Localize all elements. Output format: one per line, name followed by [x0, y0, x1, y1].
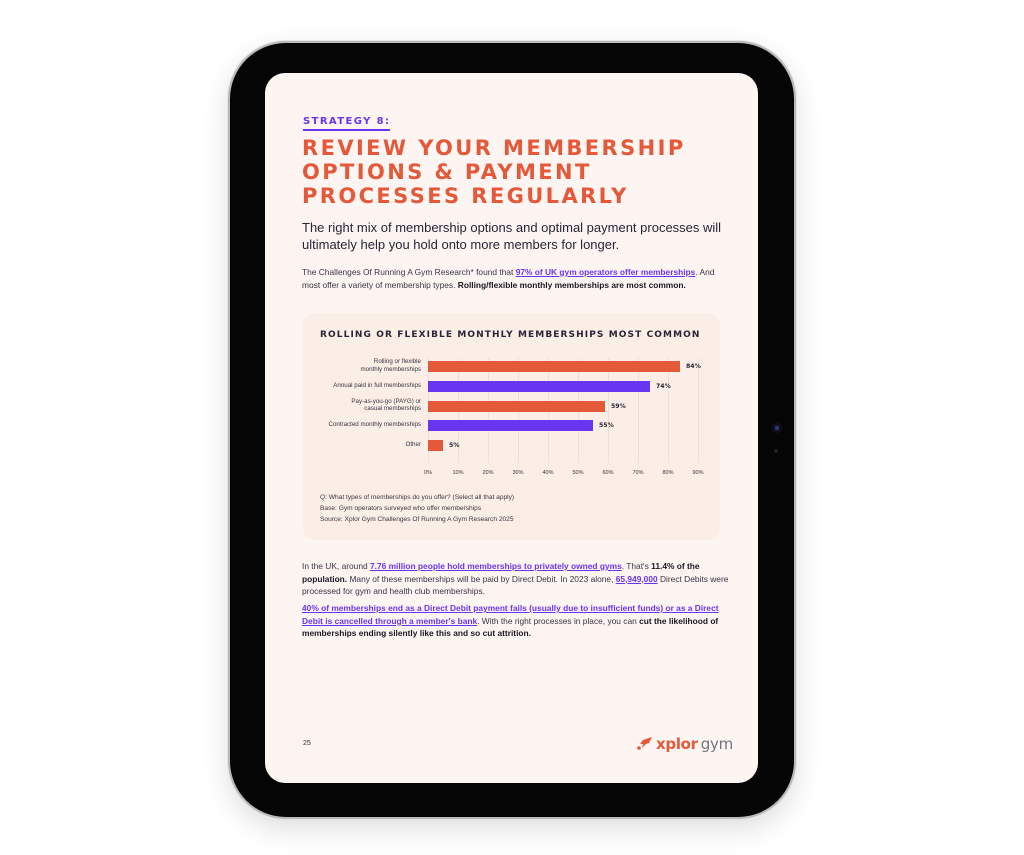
tablet-frame [230, 43, 794, 817]
chart-base: Base: Gym operators surveyed who offer memberships [320, 505, 482, 512]
sensor-dot [774, 449, 778, 453]
x-tick-label: 60% [602, 470, 614, 476]
chart-source: Source: Xplor Gym Challenges Of Running A Gym Research 2025 [320, 516, 514, 523]
x-tick-label: 70% [632, 470, 644, 476]
direct-debits-link[interactable]: 65,949,000 [615, 573, 658, 584]
direct-debit-fails-link[interactable]: 40% of memberships end as a Direct Debit payment fails (usually due to insufficient funds) or as a Direct Debit is cancelled through a member's bank [302, 603, 719, 626]
bar-row [303, 437, 723, 457]
x-tick-label: 80% [662, 470, 674, 476]
page-number: 25 [303, 740, 311, 747]
bar-value-label: 74% [656, 382, 671, 390]
document-page [265, 73, 758, 783]
bar-value-label: 5% [449, 442, 460, 450]
intro-paragraph [302, 266, 732, 291]
bold-text: 11.4% of the population. [302, 561, 700, 584]
bar [428, 420, 593, 431]
text: . And most offer a variety of membership types. [302, 267, 715, 290]
x-tick-label: 90% [692, 470, 704, 476]
bar-row [303, 398, 723, 418]
lead-paragraph: The right mix of membership options and optimal payment processes will ultimately help you hold onto more members for longer. [302, 220, 722, 252]
bold-text: cut the likelihood of memberships ending silently like this and so cut attrition. [302, 615, 719, 638]
research-link[interactable]: 97% of UK gym operators offer memberships [515, 267, 696, 277]
bar-category-label: Annual paid in full memberships [333, 381, 421, 389]
bold-text: Rolling/flexible monthly memberships are most common. [457, 279, 686, 290]
x-tick-label: 30% [512, 470, 524, 476]
logo-product: gym [700, 735, 733, 753]
uk-stats-paragraph [302, 560, 732, 598]
bar-category-label: Contracted monthly memberships [328, 421, 421, 429]
text: . That's [621, 561, 652, 571]
text: . With the right processes in place, you can [477, 615, 640, 626]
text: Many of these memberships will be paid by Direct Debit. In 2023 alone, [347, 573, 616, 584]
rocket-icon [637, 737, 653, 751]
bar-value-label: 84% [686, 363, 701, 370]
bar [428, 401, 605, 412]
page-title: REVIEW YOUR MEMBERSHIP OPTIONS & PAYMENT PROCESSES REGULARLY [302, 136, 686, 208]
bar-row [303, 378, 723, 398]
bar-row [303, 417, 723, 437]
text: The Challenges Of Running A Gym Research* found that [302, 267, 516, 277]
uk-memberships-link[interactable]: 7.76 million people hold memberships to privately owned gyms [369, 561, 622, 571]
x-tick-label: 50% [572, 470, 584, 476]
bar [428, 361, 680, 372]
xplor-gym-logo [637, 735, 733, 753]
text: In the UK, around [302, 561, 370, 571]
bar-chart [328, 358, 704, 476]
attrition-paragraph [302, 602, 732, 640]
chart-card [303, 313, 720, 540]
bar-category-label: Rolling or flexible monthly memberships [360, 358, 421, 373]
bar-row [303, 358, 723, 378]
x-tick-label: 0% [424, 470, 432, 476]
logo-brand: xplor [656, 735, 698, 753]
bar-value-label: 55% [599, 422, 614, 430]
bar [428, 440, 443, 451]
chart-title: ROLLING OR FLEXIBLE MONTHLY MEMBERSHIPS MOST COMMON [320, 330, 701, 340]
bar-category-label: Pay-as-you-go (PAYG) or casual memberships [351, 397, 421, 413]
tablet-screen [265, 73, 758, 783]
bar [428, 381, 650, 392]
chart-notes [320, 492, 514, 525]
strategy-kicker: STRATEGY 8: [303, 116, 390, 131]
chart-question: Q: What types of memberships do you offer? (Select all that apply) [320, 494, 515, 501]
bar-value-label: 59% [611, 402, 626, 410]
bar-category-label: Other [405, 441, 421, 449]
x-tick-label: 10% [452, 470, 464, 476]
text: Direct Debits were processed for gym and health club memberships. [302, 573, 729, 596]
x-tick-label: 20% [482, 470, 494, 476]
camera-icon [772, 423, 782, 433]
x-tick-label: 40% [542, 470, 554, 476]
